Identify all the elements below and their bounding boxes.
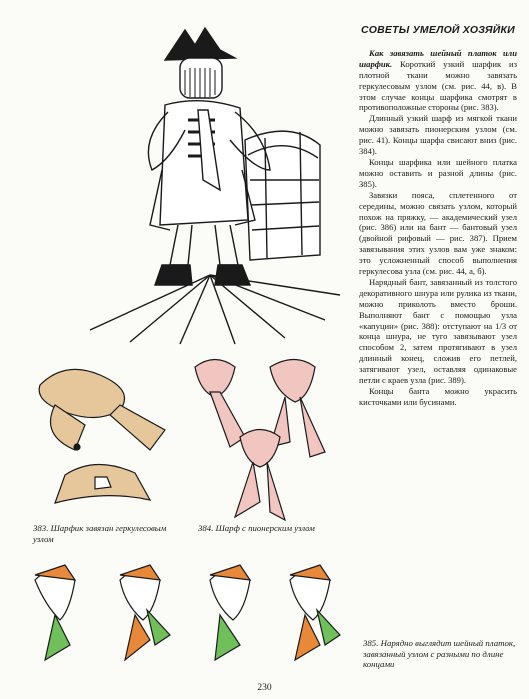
kerchief-icon bbox=[35, 565, 75, 660]
paragraph: Концы шарфика или шейного платка можно оставить и разной длины (рис. 385). bbox=[359, 156, 517, 189]
page-heading: СОВЕТЫ УМЕЛОЙ ХОЗЯЙКИ bbox=[361, 24, 515, 36]
paragraph: Завязки пояса, сплетенного от середины, можно связать узлом, который похож на пряжку, — академический узел (рис. 386) или на бант — бантовый узел (двойной рифовый — рис. 387). Прием завязывания этих узлов вам уже знаком: это усложненный способ выполнения геркулесова узла (см. рис. 44, а, б). bbox=[359, 189, 517, 277]
pirate-illustration bbox=[70, 20, 345, 345]
page-number: 230 bbox=[257, 683, 272, 693]
figure-385-illustration bbox=[25, 560, 345, 670]
paragraph: Нарядный бант, завязанный из толстого декоративного шнура или рулика из ткани, можно приколоть вместо броши. Выполняют бант с помощью узла «капуцин» (рис. 388): отступают на 1/3 от конца шнура, не туго завязывают узел способом 2, затем протягивают в узел длинный конец, сложив его петлей, затягивают узел, оставляя одинаковые петли с краев узла (рис. 389). bbox=[359, 276, 517, 386]
figure-384-illustration bbox=[175, 352, 350, 522]
figure-383-illustration bbox=[25, 355, 175, 520]
paragraph: Как завязать шейный платок или шарфик. Короткий узкий шарфик из плотной ткани можно завязать геркулесовым узлом (см. рис. 44, в). В этом случае концы шарфика смотрят в противоположные стороны (рис. 383). bbox=[359, 47, 517, 113]
caption-383: 383. Шарфик завязан геркулесовым узлом bbox=[33, 523, 167, 544]
paragraph: Длинный узкий шарф из мягкой ткани можно завязать пионерским узлом (см. рис. 41). Концы шарфа свисают вниз (рис. 384). bbox=[359, 113, 517, 157]
text-column bbox=[359, 25, 517, 408]
caption-384: 384. Шарф с пионерским узлом bbox=[198, 523, 315, 533]
paragraph: Концы банта можно украсить кисточками или бусинами. bbox=[359, 386, 517, 407]
caption-385: 385. Нарядно выглядит шейный платок, завязанный узлом с разными по длине концами bbox=[363, 638, 516, 669]
scarf-knot-icon bbox=[39, 369, 124, 417]
